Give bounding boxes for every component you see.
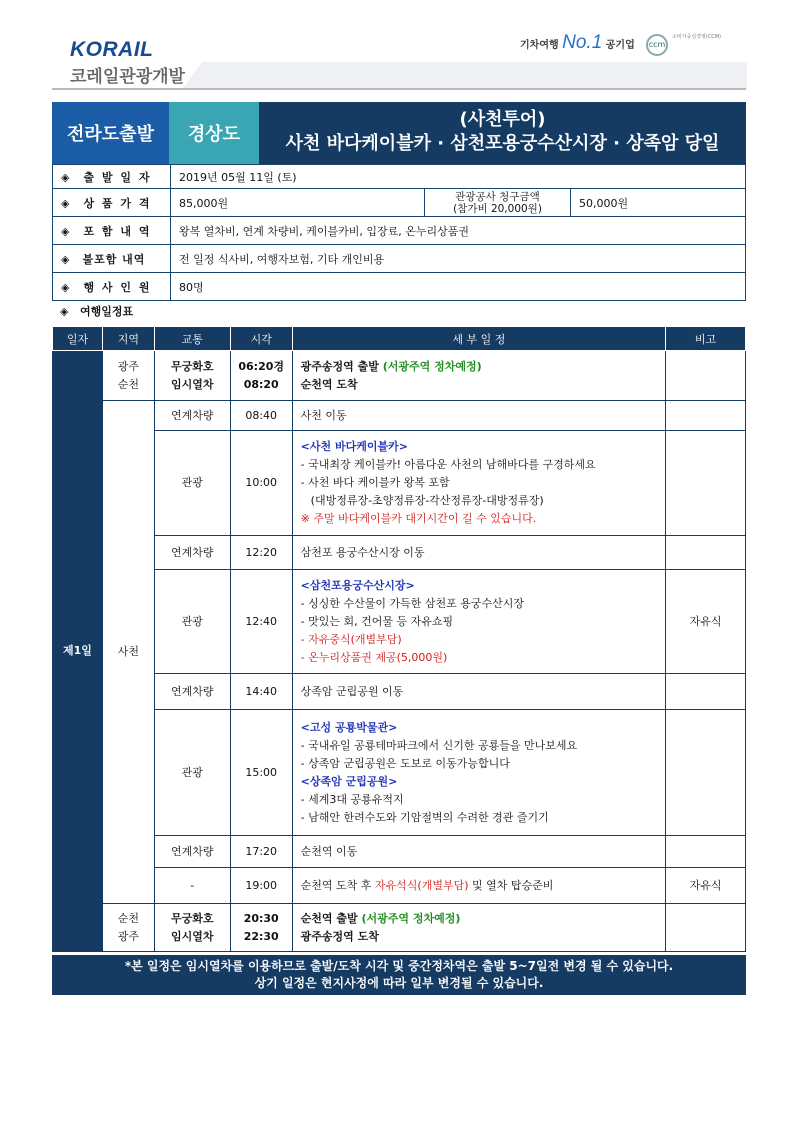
note-cell: 자유식 <box>666 570 746 674</box>
tour-title: (사천투어) 사천 바다케이블카 · 삼천포용궁수산시장 · 상족암 당일 <box>259 102 746 164</box>
schedule-table <box>52 326 746 952</box>
info-table <box>52 164 746 301</box>
header-time: 시각 <box>230 327 292 351</box>
header-date: 일자 <box>53 327 103 351</box>
table-row <box>53 431 746 536</box>
time-cell: 17:20 <box>230 836 292 868</box>
time-cell: 06:20경 08:20 <box>230 351 292 401</box>
note-cell <box>666 401 746 431</box>
destination-region: 경상도 <box>169 102 259 164</box>
detail-cell: <고성 공룡박물관> - 국내유일 공룡테마파크에서 신기한 공룡들을 만나보세요 - 상족암 군립공원은 도보로 이동가능합니다 <상족암 군립공원> - 세계3대 공룡유적지 - 남해안 한려수도와 기암절벽의 수려한 경관 즐기기 <box>292 710 665 836</box>
time-cell: 12:20 <box>230 536 292 570</box>
ccm-logo: ccm <box>646 34 668 56</box>
day-cell: 제1일 <box>53 351 103 952</box>
korail-logo: KORAIL <box>70 38 154 61</box>
time-cell: 08:40 <box>230 401 292 431</box>
transport-cell: 연계차량 <box>154 674 230 710</box>
detail-cell: 순천역 도착 후 자유석식(개별부담) 및 열차 탑승준비 <box>292 868 665 904</box>
claim-label: 관광공사 청구금액 (참가비 20,000원) <box>425 189 571 217</box>
departure-region: 전라도출발 <box>52 102 169 164</box>
transport-cell: 무궁화호 임시열차 <box>154 351 230 401</box>
ccm-text: 소비자중심경영(CCM) <box>672 34 722 40</box>
table-row <box>53 836 746 868</box>
included-value: 왕복 열차비, 연계 차량비, 케이블카비, 입장료, 온누리상품권 <box>171 217 746 245</box>
region-cell: 광주 순천 <box>102 351 154 401</box>
time-cell: 10:00 <box>230 431 292 536</box>
included-label: ◈ 포 함 내 역 <box>53 217 171 245</box>
detail-cell: 순천역 출발 (서광주역 정차예정) 광주송정역 도착 <box>292 904 665 952</box>
time-cell: 20:30 22:30 <box>230 904 292 952</box>
table-row <box>53 710 746 836</box>
time-cell: 12:40 <box>230 570 292 674</box>
people-value: 80명 <box>171 273 746 301</box>
time-cell: 19:00 <box>230 868 292 904</box>
note-cell <box>666 904 746 952</box>
transport-cell: 관광 <box>154 431 230 536</box>
header-note: 비고 <box>666 327 746 351</box>
transport-cell: 연계차량 <box>154 836 230 868</box>
table-row <box>53 536 746 570</box>
transport-cell: 무궁화호 임시열차 <box>154 904 230 952</box>
claim-value: 50,000원 <box>571 189 746 217</box>
page-header <box>52 28 746 90</box>
date-label: ◈ 출 발 일 자 <box>53 165 171 189</box>
table-row <box>53 674 746 710</box>
detail-cell: 삼천포 용궁수산시장 이동 <box>292 536 665 570</box>
transport-cell: - <box>154 868 230 904</box>
detail-cell: <사천 바다케이블카> - 국내최장 케이블카! 아름다운 사천의 남해바다를 구경하세요 - 사천 바다 케이블카 왕복 포함 (대방정류장-초양정류장-각산정류장-대방정류장) ※ 주말 바다케이블카 대기시간이 길 수 있습니다. <box>292 431 665 536</box>
region-cell: 순천 광주 <box>102 904 154 952</box>
header-bar <box>202 62 747 90</box>
title-banner <box>52 102 746 164</box>
price-value: 85,000원 <box>171 189 425 217</box>
people-label: ◈ 행 사 인 원 <box>53 273 171 301</box>
detail-cell: 사천 이동 <box>292 401 665 431</box>
note-cell <box>666 836 746 868</box>
transport-cell: 연계차량 <box>154 401 230 431</box>
date-value: 2019년 05월 11일 (토) <box>171 165 746 189</box>
note-cell <box>666 351 746 401</box>
detail-cell: <삼천포용궁수산시장> - 싱싱한 수산물이 가득한 삼천포 용궁수산시장 - 맛있는 회, 건어물 등 자유쇼핑 - 자유중식(개별부담) - 온누리상품권 제공(5,000원) <box>292 570 665 674</box>
itinerary-label: ◈ 여행일정표 <box>60 305 134 318</box>
time-cell: 14:40 <box>230 674 292 710</box>
detail-cell: 광주송정역 출발 (서광주역 정차예정) 순천역 도착 <box>292 351 665 401</box>
header-transport: 교통 <box>154 327 230 351</box>
note-cell <box>666 710 746 836</box>
note-cell <box>666 536 746 570</box>
excluded-label: ◈ 불포함 내역 <box>53 245 171 273</box>
table-row <box>53 351 746 401</box>
header-divider <box>52 88 746 90</box>
header-detail: 세 부 일 정 <box>292 327 665 351</box>
footer-notice: *본 일정은 임시열차를 이용하므로 출발/도착 시각 및 중간정차역은 출발 5~7일전 변경 될 수 있습니다. 상기 일정은 현지사정에 따라 일부 변경될 수 있습니다. <box>52 955 746 995</box>
header-region: 지역 <box>102 327 154 351</box>
detail-cell: 순천역 이동 <box>292 836 665 868</box>
transport-cell: 관광 <box>154 710 230 836</box>
note-cell <box>666 674 746 710</box>
note-cell <box>666 431 746 536</box>
detail-cell: 상족암 군립공원 이동 <box>292 674 665 710</box>
table-row <box>53 904 746 952</box>
excluded-value: 전 일정 식사비, 여행자보험, 기타 개인비용 <box>171 245 746 273</box>
table-row <box>53 868 746 904</box>
transport-cell: 연계차량 <box>154 536 230 570</box>
transport-cell: 관광 <box>154 570 230 674</box>
note-cell: 자유식 <box>666 868 746 904</box>
slogan: 기차여행 No.1 공기업 <box>520 32 635 53</box>
table-row <box>53 570 746 674</box>
company-name: 코레일관광개발 <box>70 67 185 87</box>
table-row <box>53 401 746 431</box>
region-cell: 사천 <box>102 401 154 904</box>
price-label: ◈ 상 품 가 격 <box>53 189 171 217</box>
time-cell: 15:00 <box>230 710 292 836</box>
